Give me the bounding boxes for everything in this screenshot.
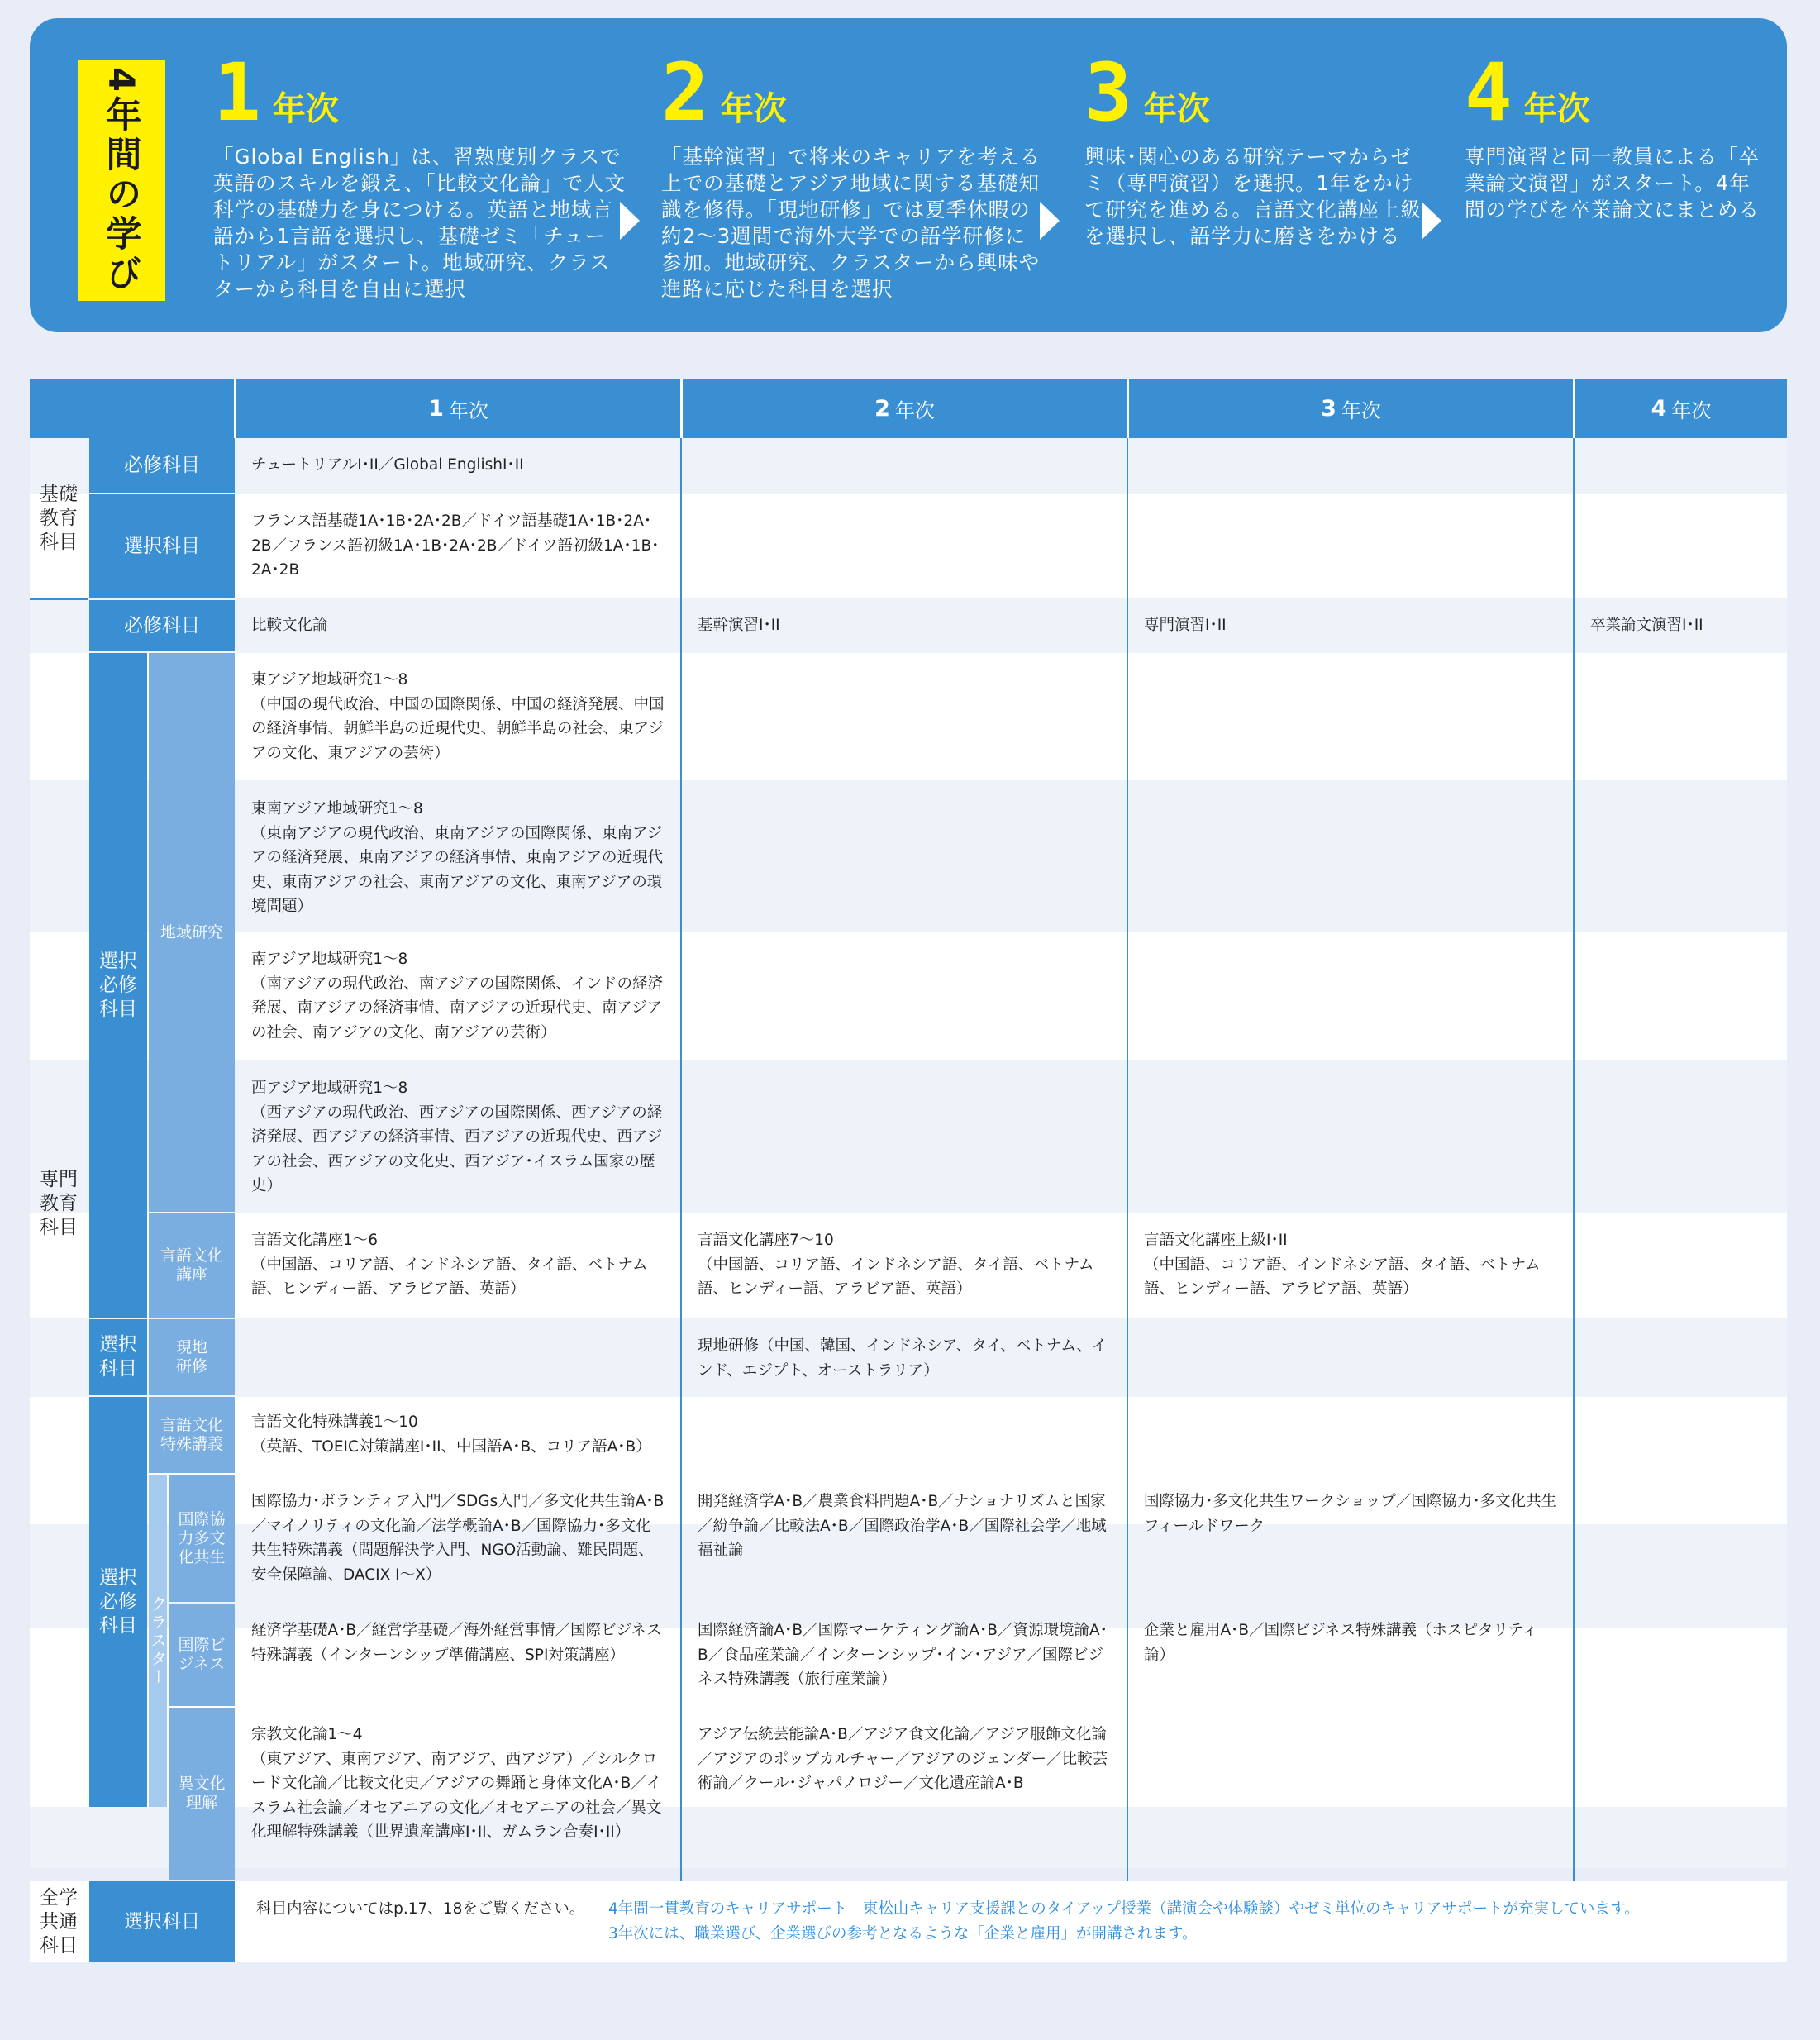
cell-kyoryoku-y3: 国際協力･多文化共生ワークショップ／国際協力･多文化共生フィールドワーク — [1144, 1493, 1557, 1535]
section-senmon: 専門教育科目 — [40, 1168, 78, 1238]
cell-gengo-tokushu-y1: 言語文化特殊講義1～10 （英語、TOEIC対策講座I･II、中国語A･B、コリア語A･B） — [251, 1413, 651, 1456]
cell-gengo-y3: 言語文化講座上級I･II （中国語、コリア語、インドネシア語、タイ語、ベトナム語、ヒンディー語、アラビア語、英語） — [1144, 1232, 1541, 1298]
cell-senmon-hisshu-y2: 基幹演習I･II — [698, 617, 780, 635]
cell-gengo-y2: 言語文化講座7～10 （中国語、コリア語、インドネシア語、タイ語、ベトナム語、ヒンディー語、アラビア語、英語） — [698, 1232, 1094, 1298]
cell-kiso-hisshu-y1: チュートリアルI･II／Global EnglishI･II — [251, 456, 524, 474]
cell-senmon-hisshu-y1: 比較文化論 — [251, 617, 328, 635]
category-sentaku: 選択科目 — [89, 1319, 147, 1395]
year-1-step: 1 年次 「Global English」は、習熟度別クラスで英語のスキルを鍛え、「比較文化論」で人文科学の基礎力を身につける。英語と地域言語から1言語を選択し、基礎ゼミ「チュートリアル」がスタート。地域研究、クラスターから科目を自由に選択 — [213, 46, 626, 301]
subcategory-cluster: クラスター — [149, 1475, 167, 1807]
cell-business-y2: 国際経済論A･B／国際マーケティング論A･B／資源環境論A･B／食品産業論／インターンシップ･イン･アジア／国際ビジネス特殊講義（旅行産業論） — [698, 1622, 1108, 1688]
cell-kyoryoku-y1: 国際協力･ボランティア入門／SDGs入門／多文化共生論A･B／マイノリティの文化論／法学概論A･B／国際協力･多文化共生特殊講義（問題解決学入門、NGO活動論、難民問題、安全保障論、DACIX I～X） — [251, 1493, 665, 1584]
cell-kiso-sentaku-y1: フランス語基礎1A･1B･2A･2B／ドイツ語基礎1A･1B･2A･2B／フランス語初級1A･1B･2A･2B／ドイツ語初級1A･1B･2A･2B — [251, 512, 660, 579]
cluster-ibunka: 異文化理解 — [169, 1708, 235, 1880]
section-zengaku: 全学共通科目 — [30, 1881, 88, 1962]
cell-gengo-y1: 言語文化講座1～6 （中国語、コリア語、インドネシア語、タイ語、ベトナム語、ヒンディー語、アラビア語、英語） — [251, 1232, 648, 1298]
subcategory-chiiki: 地域研究 — [149, 653, 235, 1212]
cell-kyoryoku-y2: 開発経済学A･B／農業食料問題A･B／ナショナリズムと国家／紛争論／比較法A･B／国際政治学A･B／国際社会学／地域福祉論 — [698, 1493, 1107, 1559]
cell-south-asia-y1: 南アジア地域研究1～8 （南アジアの現代政治、南アジアの国際関係、インドの経済発展、南アジアの経済事情、南アジアの近現代史、南アジアの社会、南アジアの文化、南アジアの芸術） — [251, 951, 664, 1041]
zengaku-row — [236, 1881, 1787, 1962]
cell-east-asia-y1: 東アジア地域研究1～8 （中国の現代政治、中国の国際関係、中国の経済発展、中国の経済事情、朝鮮半島の近現代史、朝鮮半島の社会、東アジアの文化、東アジアの芸術） — [251, 671, 665, 762]
year-2-description: 「基幹演習」で将来のキャリアを考える上での基礎とアジア地域に関する基礎知識を修得。「現地研修」では夏季休暇の約2～3週間で海外大学での語学研修に参加。地域研究、クラスターから興味や進路に応じた科目を選択 — [661, 145, 1041, 301]
cluster-kokusai-business: 国際ビジネス — [169, 1604, 235, 1706]
cell-genchi-y2: 現地研修（中国、韓国、インドネシア、タイ、ベトナム、インド、エジプト、オーストラリア） — [698, 1337, 1108, 1380]
arrow-right-icon — [1422, 202, 1441, 240]
category-hisshu: 必修科目 — [89, 438, 235, 493]
banner-tag: 4年間の学び — [78, 60, 165, 301]
cell-southeast-asia-y1: 東南アジア地域研究1～8 （東南アジアの現代政治、東南アジアの国際関係、東南アジアの経済発展、東南アジアの経済事情、東南アジアの近現代史、東南アジアの社会、東南アジアの文化、東南アジアの環境問題） — [251, 800, 664, 915]
cell-senmon-hisshu-y3: 専門演習I･II — [1144, 617, 1227, 635]
cell-ibunka-y1: 宗教文化論1～4 （東アジア、東南アジア、南アジア、西アジア）／シルクロード文化論／比較文化史／アジアの舞踊と身体文化A･B／イスラム社会論／オセアニアの文化／オセアニアの社会／異文化理解特殊講義（世界遺産講座I･II、ガムラン合奏I･II） — [251, 1726, 662, 1841]
zengaku-note: 科目内容についてはp.17、18をご覧ください。 — [256, 1900, 585, 1918]
cell-west-asia-y1: 西アジア地域研究1～8 （西アジアの現代政治、西アジアの国際関係、西アジアの経済発展、西アジアの経済事情、西アジアの近現代史、西アジアの社会、西アジアの文化史、西アジア･イスラム国家の歴史） — [251, 1080, 663, 1194]
year-2-step: 2 年次 「基幹演習」で将来のキャリアを考える上での基礎とアジア地域に関する基礎知識を修得。「現地研修」では夏季休暇の約2～3週間で海外大学での語学研修に参加。地域研究、クラスターから興味や進路に応じた科目を選択 — [661, 53, 1045, 303]
subcategory-genchi: 現地研修 — [149, 1319, 235, 1395]
cluster-kokusai-kyoryoku: 国際協力多文化共生 — [169, 1475, 235, 1602]
category-sentaku-hisshu: 選択必修科目 — [89, 653, 147, 1318]
cell-business-y1: 経済学基礎A･B／経営学基礎／海外経営事情／国際ビジネス特殊講義（インターンシップ準備講座、SPI対策講座） — [251, 1622, 662, 1664]
section-kiso: 基礎教育科目 — [40, 483, 78, 553]
year-4-step: 4 年次 専門演習と同一教員による「卒業論文演習」がスタート。4年間の学びを卒業論文にまとめる — [1465, 53, 1770, 223]
four-year-overview-banner — [30, 18, 1787, 332]
year-3-description: 興味･関心のある研究テーマからゼミ（専門演習）を選択。1年をかけて研究を進める。言語文化講座上級を選択し、語学力に磨きをかける — [1084, 145, 1422, 248]
career-support-note-line1: 4年間一貫教育のキャリアサポート 東松山キャリア支援課とのタイアップ授業（講演会や体験談）やゼミ単位のキャリアサポートが充実しています。 — [608, 1900, 1640, 1918]
category-sentaku-hisshu: 選択必修科目 — [89, 1397, 147, 1807]
cell-ibunka-y2: アジア伝統芸能論A･B／アジア食文化論／アジア服飾文化論／アジアのポップカルチャー／アジアのジェンダー／比較芸術論／クール･ジャパノロジー／文化遺産論A･B — [698, 1726, 1108, 1792]
cell-business-y3: 企業と雇用A･B／国際ビジネス特殊講義（ホスピタリティ論） — [1144, 1622, 1538, 1664]
year-3-step: 3 年次 興味･関心のある研究テーマからゼミ（専門演習）を選択。1年をかけて研究を進める。言語文化講座上級を選択し、語学力に磨きをかける — [1084, 46, 1422, 248]
subcategory-gengo-tokushu: 言語文化特殊講義 — [149, 1397, 235, 1473]
category-sentaku: 選択科目 — [89, 1881, 235, 1962]
subcategory-gengo: 言語文化講座 — [149, 1213, 235, 1318]
year-1-description: 「Global English」は、習熟度別クラスで英語のスキルを鍛え、「比較文化論」で人文科学の基礎力を身につける。英語と地域言語から1言語を選択し、基礎ゼミ「チュートリアル」がスタート。地域研究、クラスターから科目を自由に選択 — [213, 145, 626, 301]
arrow-right-icon — [1040, 202, 1060, 240]
category-hisshu: 必修科目 — [89, 600, 235, 651]
cell-senmon-hisshu-y4: 卒業論文演習I･II — [1590, 617, 1703, 635]
header-year-2: 2 年次 — [683, 379, 1127, 438]
category-sentaku: 選択科目 — [89, 494, 235, 598]
header-year-4: 4 年次 — [1575, 379, 1787, 438]
career-support-note-line2: 3年次には、職業選び、企業選びの参考となるような「企業と雇用」が開講されます。 — [608, 1925, 1198, 1942]
header-year-1: 1 年次 — [236, 379, 680, 438]
arrow-right-icon — [620, 202, 640, 240]
year-4-description: 専門演習と同一教員による「卒業論文演習」がスタート。4年間の学びを卒業論文にまとめる — [1465, 145, 1760, 222]
header-year-3: 3 年次 — [1129, 379, 1573, 438]
